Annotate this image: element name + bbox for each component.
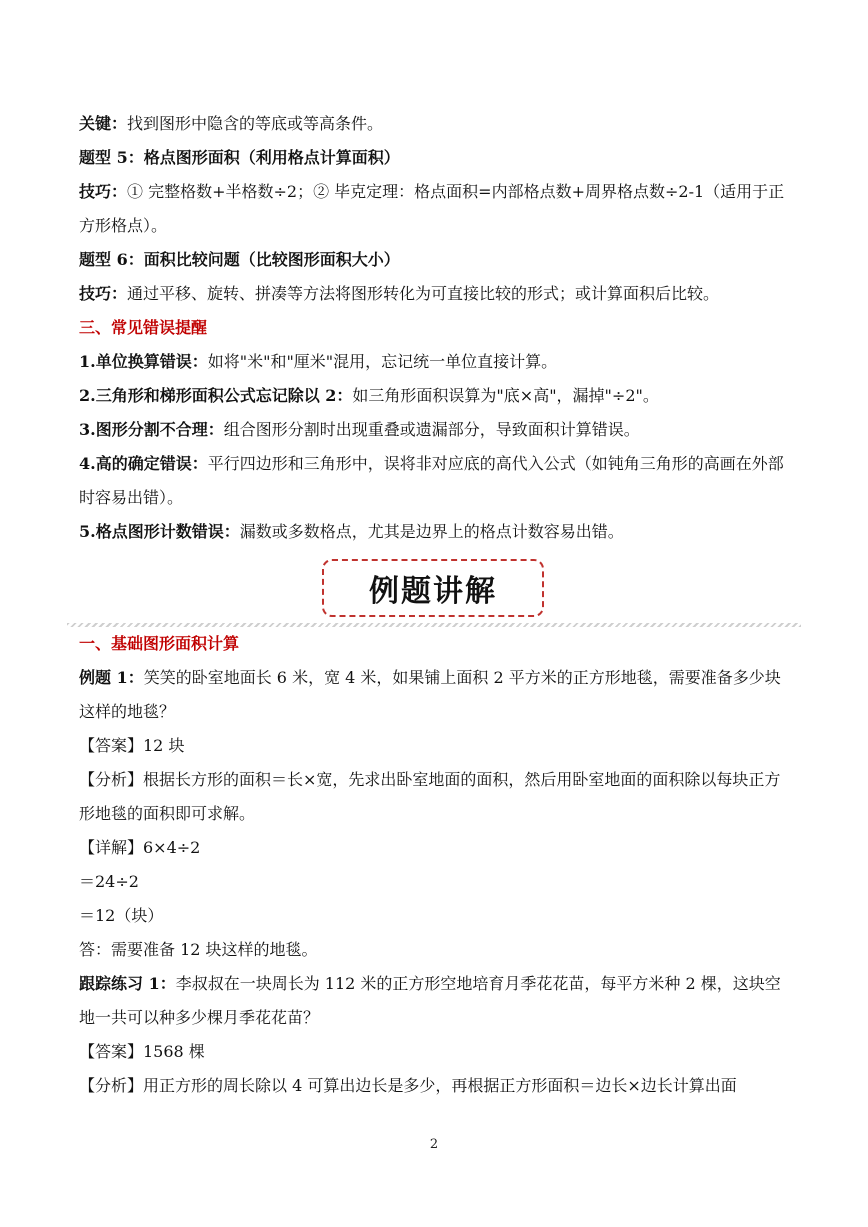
practice1-question	[79, 967, 793, 1035]
tip-text: ① 完整格数+半格数÷2；② 毕克定理：格点面积=内部格点数+周界格点数÷2-1（适用于正方形格点）。	[79, 182, 785, 235]
example-label: 例题 1：	[79, 668, 144, 687]
error-label: 1.单位换算错误：	[79, 352, 208, 371]
example1-reply: 答：需要准备 12 块这样的地毯。	[79, 940, 318, 959]
error-text: 如将"米"和"厘米"混用，忘记统一单位直接计算。	[207, 352, 558, 371]
example-text: 笑笑的卧室地面长 6 米，宽 4 米，如果铺上面积 2 平方米的正方形地毯，需要准备多少块这样的地毯？	[79, 668, 781, 721]
error-text: 平行四边形和三角形中，误将非对应底的高代入公式（如钝角三角形的高画在外部时容易出错）。	[79, 454, 784, 507]
example1-answer: 【答案】12 块	[79, 736, 185, 755]
error-text: 如三角形面积误算为"底×高"，漏掉"÷2"。	[352, 386, 659, 405]
practice1-answer: 【答案】1568 棵	[79, 1042, 205, 1061]
section-divider	[67, 623, 801, 627]
tip-text: 通过平移、旋转、拼凑等方法将图形转化为可直接比较的形式；或计算面积后比较。	[127, 284, 720, 303]
error-label: 3.图形分割不合理：	[79, 420, 224, 439]
error-item	[79, 345, 793, 379]
error-label: 5.格点图形计数错误：	[79, 522, 240, 541]
page-content	[79, 107, 793, 1103]
error-text: 漏数或多数格点，尤其是边界上的格点计数容易出错。	[239, 522, 624, 541]
tip-label: 技巧：	[79, 284, 128, 303]
error-item	[79, 413, 793, 447]
example1-detail: 【详解】6×4÷2	[79, 838, 201, 857]
error-label: 2.三角形和梯形面积公式忘记除以 2：	[79, 386, 353, 405]
error-label: 4.高的确定错误：	[79, 454, 208, 473]
type6-tip	[79, 277, 793, 311]
type5-heading: 题型 5：格点图形面积（利用格点计算面积）	[79, 148, 400, 167]
page-number: 2	[429, 1137, 439, 1152]
practice1-analysis: 【分析】用正方形的周长除以 4 可算出边长是多少，再根据正方形面积＝边长×边长计算出面	[79, 1076, 737, 1095]
error-item	[79, 515, 793, 549]
key-text: 找到图形中隐含的等底或等高条件。	[127, 114, 384, 133]
banner-area	[79, 549, 793, 627]
example1-analysis: 【分析】根据长方形的面积＝长×宽，先求出卧室地面的面积，然后用卧室地面的面积除以每块正方形地毯的面积即可求解。	[79, 770, 781, 823]
type5-tip	[79, 175, 793, 243]
banner-title: 例题讲解	[322, 559, 544, 617]
section3-title: 三、常见错误提醒	[79, 318, 208, 337]
error-item	[79, 447, 793, 515]
type6-heading: 题型 6：面积比较问题（比较图形面积大小）	[79, 250, 400, 269]
practice-text: 李叔叔在一块周长为 112 米的正方形空地培育月季花花苗，每平方米种 2 棵，这块空地一共可以种多少棵月季花花苗？	[79, 974, 781, 1027]
practice-label: 跟踪练习 1：	[79, 974, 176, 993]
key-line	[79, 107, 793, 141]
error-item	[79, 379, 793, 413]
example1-question	[79, 661, 793, 729]
tip-label: 技巧：	[79, 182, 128, 201]
key-label: 关键：	[79, 114, 128, 133]
example1-detail: ＝12（块）	[79, 906, 164, 925]
example1-detail: ＝24÷2	[79, 872, 139, 891]
error-text: 组合图形分割时出现重叠或遗漏部分，导致面积计算错误。	[223, 420, 640, 439]
section1-title: 一、基础图形面积计算	[79, 634, 240, 653]
